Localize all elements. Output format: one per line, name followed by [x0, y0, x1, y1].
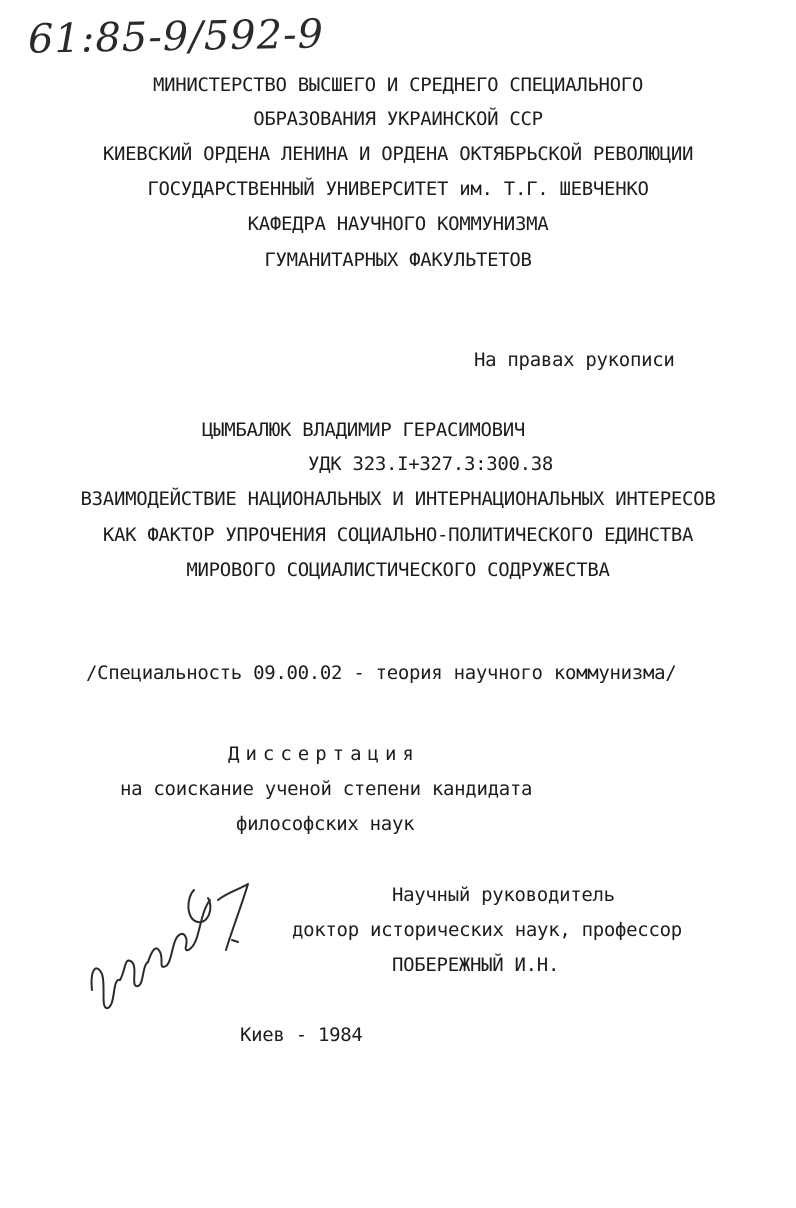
- thesis-title-line-1: ВЗАИМОДЕЙСТВИЕ НАЦИОНАЛЬНЫХ И ИНТЕРНАЦИОНАЛЬНЫХ ИНТЕРЕСОВ: [80, 488, 716, 510]
- supervisor-label: Научный руководитель: [392, 884, 615, 906]
- thesis-title-line-2: КАК ФАКТОР УПРОЧЕНИЯ СОЦИАЛЬНО-ПОЛИТИЧЕСКОГО ЕДИНСТВА: [102, 524, 694, 546]
- department-line-2: ГУМАНИТАРНЫХ ФАКУЛЬТЕТОВ: [264, 249, 532, 271]
- handwritten-signature: [82, 870, 282, 1030]
- thesis-title-line-3: МИРОВОГО СОЦИАЛИСТИЧЕСКОГО СОДРУЖЕСТВА: [186, 559, 610, 581]
- university-line-2: ГОСУДАРСТВЕННЫЙ УНИВЕРСИТЕТ им. Т.Г. ШЕВЧЕНКО: [147, 178, 649, 200]
- supervisor-name: ПОБЕРЕЖНЫЙ И.Н.: [392, 954, 560, 976]
- author-name: ЦЫМБАЛЮК ВЛАДИМИР ГЕРАСИМОВИЧ: [202, 419, 526, 441]
- ministry-line-2: ОБРАЗОВАНИЯ УКРАИНСКОЙ ССР: [253, 108, 543, 130]
- udc-code: УДК 323.I+327.3:300.38: [308, 453, 554, 475]
- archive-mark: 61:85-9/592-9: [27, 11, 325, 63]
- degree-line-2: на соискание ученой степени кандидата: [120, 778, 533, 800]
- place-and-year: Киев - 1984: [240, 1024, 363, 1046]
- degree-line-3: философских наук: [236, 813, 415, 835]
- degree-heading: Диссертация: [228, 743, 420, 765]
- ministry-line-1: МИНИСТЕРСТВО ВЫСШЕГО И СРЕДНЕГО СПЕЦИАЛЬНОГО: [152, 74, 644, 96]
- manuscript-note: На правах рукописи: [474, 349, 675, 371]
- university-line-1: КИЕВСКИЙ ОРДЕНА ЛЕНИНА И ОРДЕНА ОКТЯБРЬСКОЙ РЕВОЛЮЦИИ: [102, 143, 694, 165]
- specialty: /Специальность 09.00.02 - теория научного коммунизма/: [86, 662, 677, 684]
- department-line-1: КАФЕДРА НАУЧНОГО КОММУНИЗМА: [247, 213, 549, 235]
- supervisor-title: доктор исторических наук, профессор: [292, 919, 682, 941]
